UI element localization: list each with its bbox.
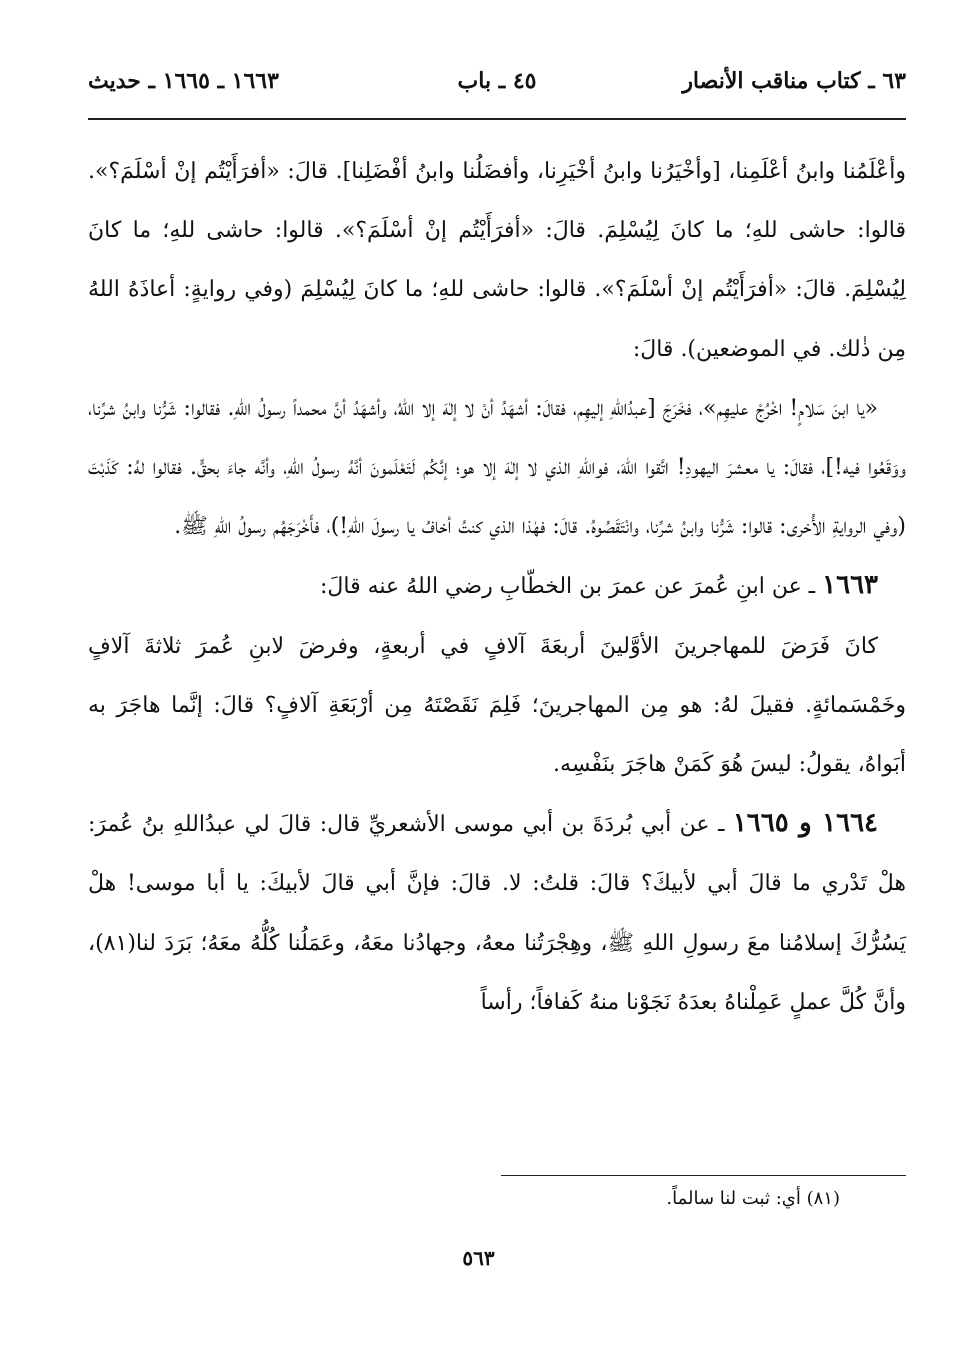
- hadith-1664-1665: [88, 794, 906, 1032]
- hadith-number: ١٦٦٣: [822, 570, 878, 601]
- footnote: (٨١) أي: ثبت لنا سالماً.: [666, 1188, 840, 1209]
- paragraph-continuation: وأعْلَمُنا وابنُ أعْلَمِنا، [وأخْيَرُنا وابنُ أخْيَرِنا، وأفضَلُنا وابنُ أفْضَلِنا]. قالَ: «أفرَأَيْتُم إنْ أسْلَمَ؟». قالوا: حاشى للهِ؛ ما كانَ لِيُسْلِمَ. قالَ: «أفرَأَيْتُم إنْ أسْلَمَ؟». قالوا: حاشى للهِ؛ ما كانَ لِيُسْلِمَ. قالَ: «أفرَأَيْتُم إنْ أسْلَمَ؟». قالوا: حاشى للهِ؛ ما كانَ لِيُسْلِمَ (وفي روايةٍ: أعاذَهُ اللهُ مِن ذٰلك. في الموضعين). قالَ:: [88, 159, 906, 362]
- main-text: [88, 142, 906, 1032]
- paragraph-ibn-salam: «يا ابنَ سَلامٍ! اخْرُجْ عليهِم»، فخَرَجَ [عبدُاللهِ إليهِم، فقالَ: أشهَدُ أنْ لا إلٰهَ إلا اللهُ، وأشهَدُ أنَّ محمداً رسولُ اللهِ. فقالوا: شَرُّنا وابنُ شرِّنا، ووَقَعُوا فيه!]، فقالَ: يا معشرَ اليهودِ! اتَّقوا اللهَ، فواللهِ الذي لا إلٰهَ إلا هو؛ إنَّكُم لَتَعْلَمونَ أنَّهُ رسولُ اللهِ، وأنَّه جاءَ بحقٍّ. فقالوا لهُ: كَذَبْتَ (وفي الروايةِ الأُخرى: قالوا: شَرُّنا وابنُ شرِّنا، وانْتَقَصُوهُ. قالَ: فهٰذا الذي كنتُ أخافُ يا رسولَ اللهِ!)، فأَخْرَجَهُم رسولُ اللهِ ﷺ.: [88, 395, 906, 540]
- hadith-isnad: ـ عن ابنِ عُمرَ عن عمرَ بن الخطّابِ رضي اللهُ عنه قالَ:: [320, 574, 816, 600]
- running-header: [88, 62, 906, 102]
- page-number: ٥٦٣: [462, 1246, 495, 1270]
- hadith-text: ـ عن أبي بُردَةَ بن أبي موسى الأشعريِّ قال: قالَ لي عبدُاللهِ بنُ عُمرَ: هلْ تَدْري ما قالَ أبي لأبيكَ؟ قالَ: قلتُ: لا. قالَ: فإنَّ أبي قالَ لأبيكَ: يا أبا موسى! هلْ يَسُرُّكَ إسلامُنا معَ رسولِ اللهِ ﷺ، وهِجْرَتُنا معهُ، وجهادُنا معَهُ، وعَمَلُنا كُلُّهُ معَهُ؛ بَرَدَ لنا(٨١)، وأنَّ كُلَّ عملٍ عَمِلْناهُ بعدَهُ نَجَوْنا منهُ كَفافاً؛ رأساً: [88, 812, 906, 1015]
- header-section-title: ٤٥ ـ باب: [457, 68, 537, 94]
- hadith-1663: [88, 556, 906, 616]
- hadith-number: ١٦٦٤ و ١٦٦٥: [732, 808, 878, 839]
- header-hadith-range: ١٦٦٣ ـ ١٦٦٥ ـ حديث: [88, 68, 279, 94]
- hadith-1663-body: كانَ فَرَضَ للمهاجرينَ الأوَّلينَ أربعَةَ آلافٍ في أربعةٍ، وفرضَ لابنِ عُمرَ ثلاثةَ آلافٍ وخَمْسَمائةٍ. فقيلَ لهُ: هو مِن المهاجرينَ؛ فَلِمَ نَقَصْتَهُ مِن أرْبَعَةِ آلافٍ؟ قالَ: إنَّما هاجَرَ به أبَواهُ، يقولُ: ليسَ هُوَ كَمَنْ هاجَرَ بنَفْسِه.: [88, 633, 906, 778]
- header-divider: [88, 118, 906, 120]
- header-chapter-title: ٦٣ ـ كتاب مناقب الأنصار: [682, 68, 906, 94]
- footnote-divider: [501, 1175, 906, 1176]
